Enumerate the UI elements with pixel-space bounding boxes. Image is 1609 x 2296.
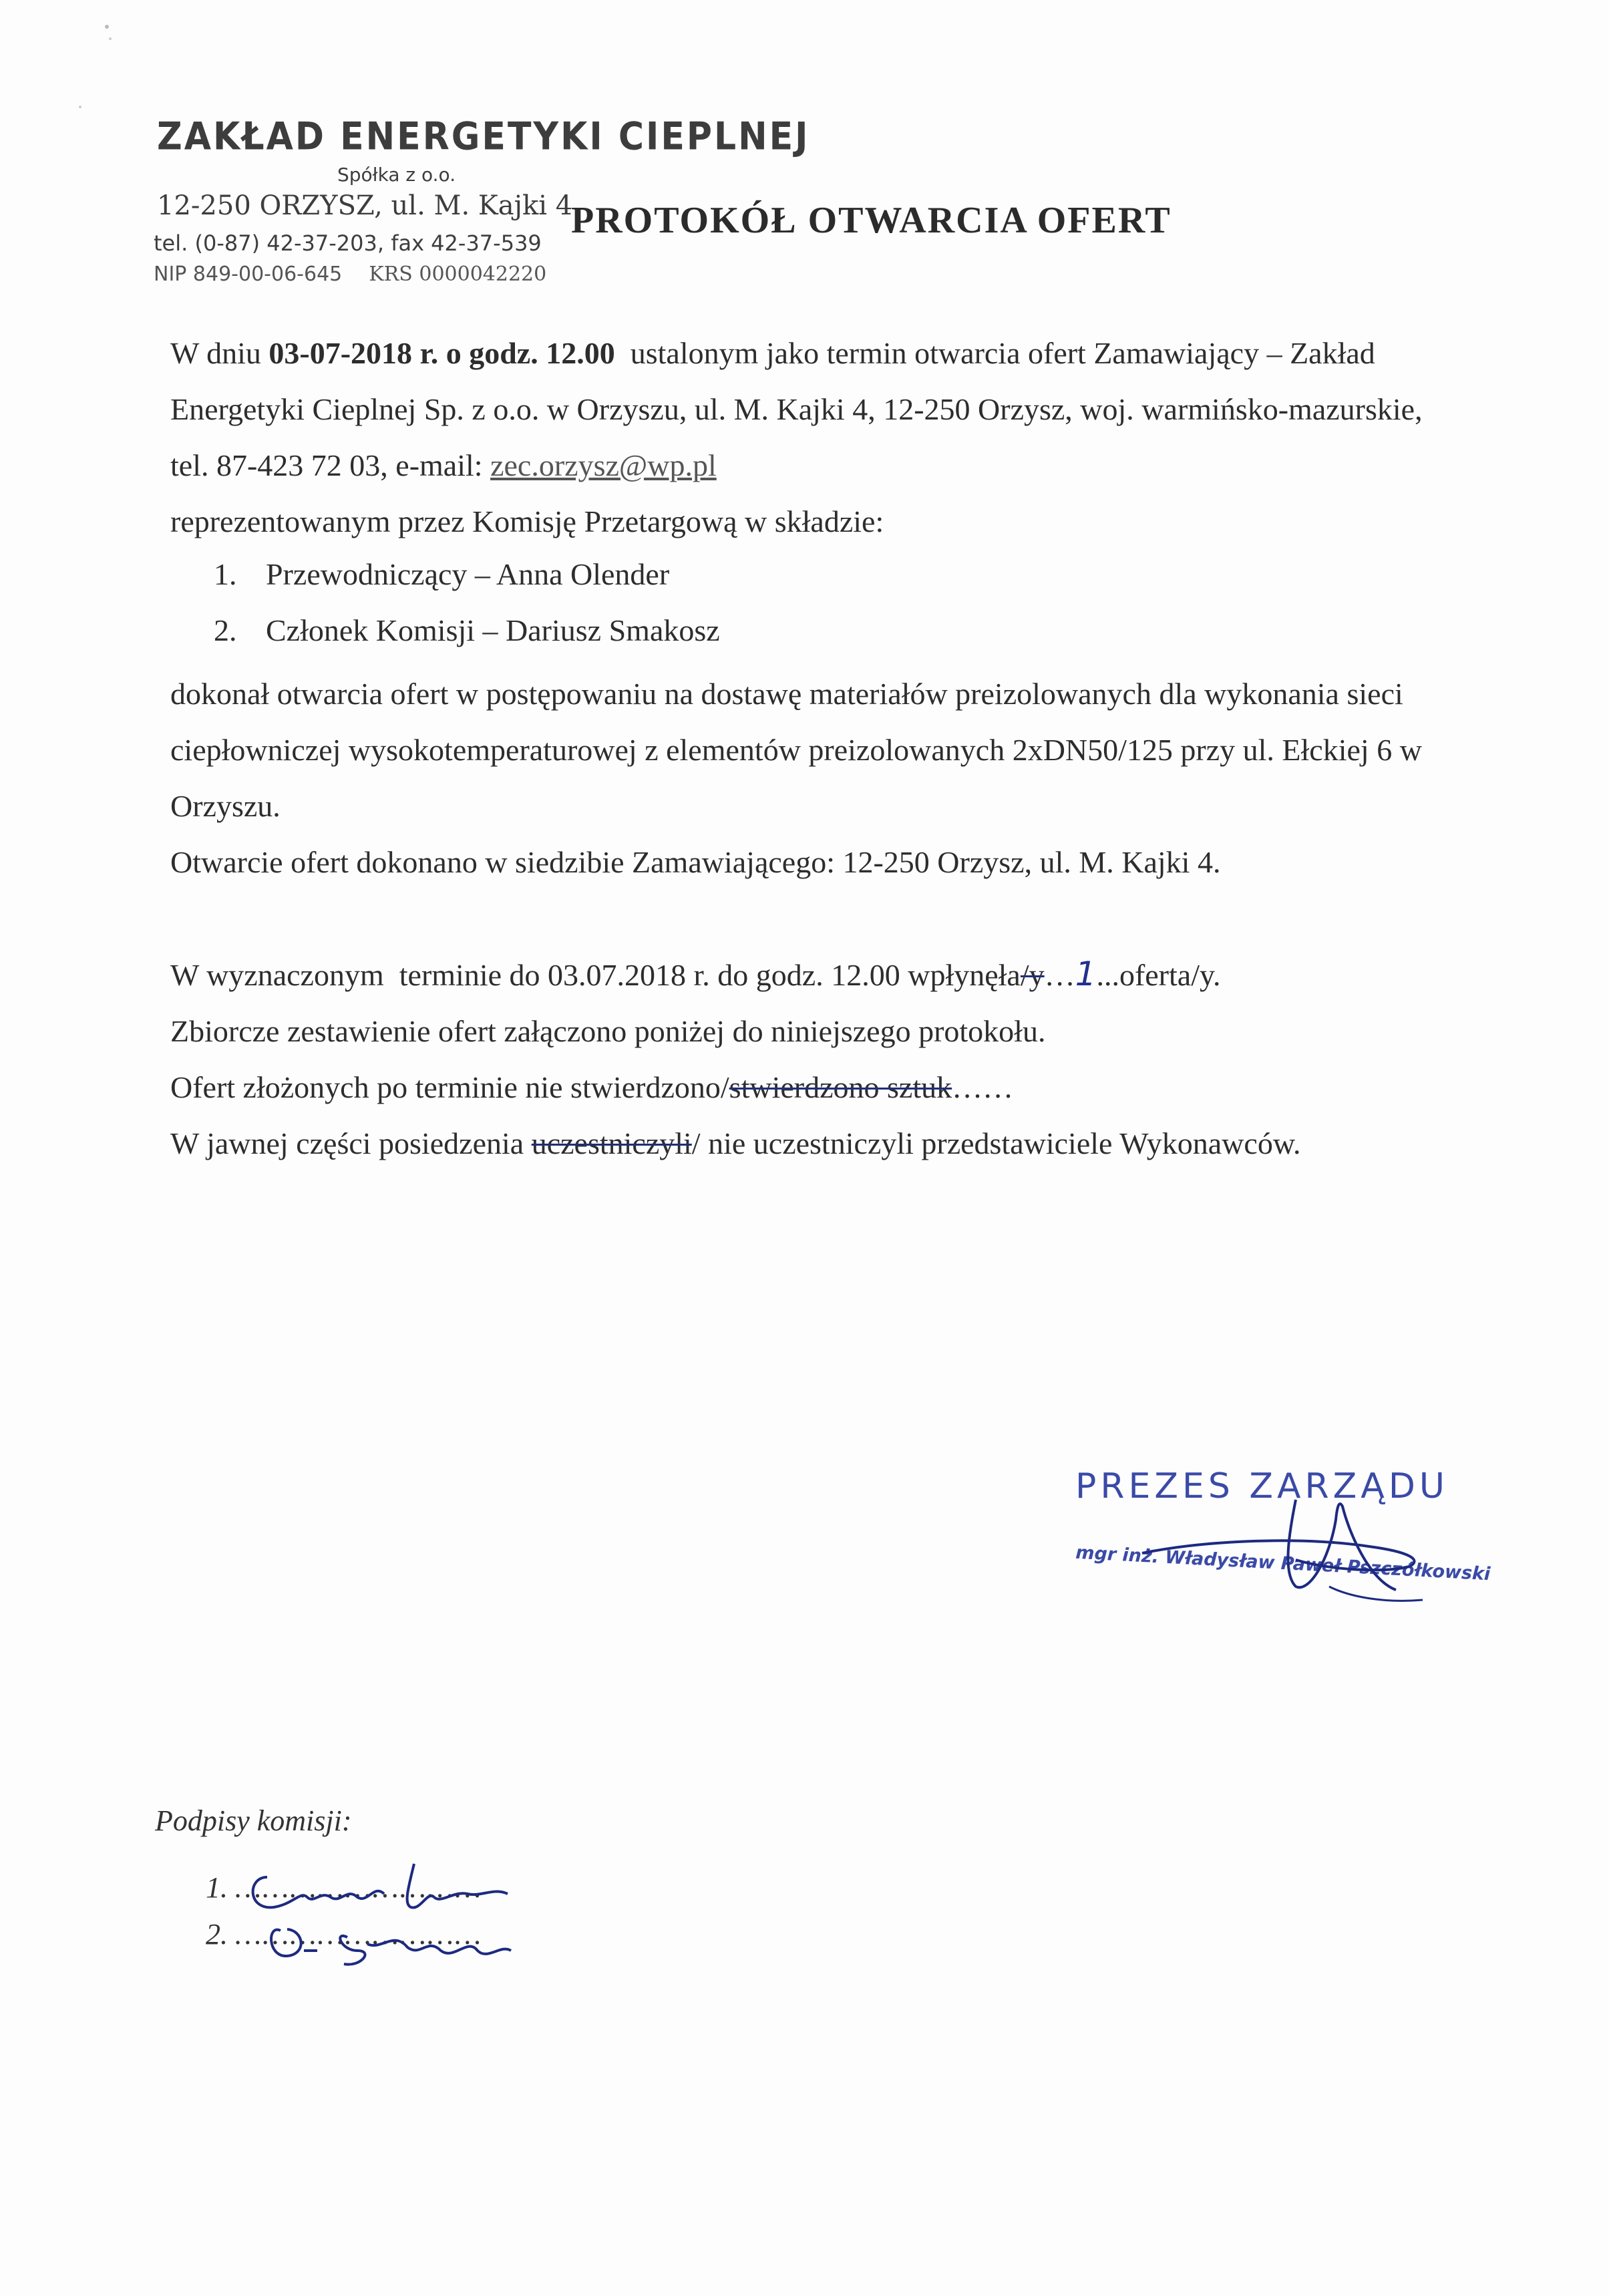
scope-paragraph <box>170 666 1422 890</box>
offers-line-3-suffix: …… <box>952 1070 1014 1104</box>
intro-line-2: Energetyki Cieplnej Sp. z o.o. w Orzyszu, ul. M. Kajki 4, 12-250 Orzysz, woj. warmińsko-mazurskie, <box>170 392 1423 426</box>
scope-line-3: Orzyszu. <box>170 789 281 823</box>
struck-text: stwierdzono sztuk <box>729 1070 952 1104</box>
offers-paragraph <box>170 946 1301 1172</box>
scope-line-1: dokonał otwarcia ofert w postępowaniu na dostawę materiałów preizolowanych dla wykonania sieci <box>170 677 1403 711</box>
stamp-ids <box>154 263 546 286</box>
offers-line-1 <box>170 946 1301 1003</box>
offers-dots: … <box>1044 958 1075 992</box>
email-link[interactable]: zec.orzysz@wp.pl <box>490 448 717 482</box>
intro-prefix: W dniu <box>170 336 269 370</box>
list-text: Przewodniczący – Anna Olender <box>266 557 670 591</box>
offers-line-4-suffix: / nie uczestniczyli przedstawiciele Wykonawców. <box>691 1126 1301 1160</box>
list-number: 1. <box>214 557 237 591</box>
offers-line-3 <box>170 1059 1301 1116</box>
offers-line-2: Zbiorcze zestawienie ofert załączono poniżej do niniejszego protokołu. <box>170 1014 1046 1048</box>
committee-list <box>214 546 720 659</box>
intro-line-4: reprezentowanym przez Komisję Przetargową w składzie: <box>170 504 884 538</box>
intro-line-1 <box>170 325 1540 381</box>
intro-paragraph <box>170 325 1540 550</box>
handwritten-count: 1 <box>1075 955 1097 993</box>
list-item <box>214 603 720 659</box>
president-title: PREZES ZARZĄDU <box>1075 1466 1449 1506</box>
list-number: 2. <box>214 613 237 647</box>
stamp-phone: tel. (0-87) 42-37-203, fax 42-37-539 <box>154 230 542 256</box>
signature-dots: ……………………… <box>235 1871 483 1904</box>
president-name: mgr inż. Władysław Paweł Pszczółkowski <box>1075 1542 1491 1585</box>
document-title: PROTOKÓŁ OTWARCIA OFERT <box>571 200 1172 241</box>
stamp-address: 12-250 ORZYSZ, ul. M. Kajki 4 <box>157 190 573 221</box>
stamp-nip: NIP 849-00-06-645 <box>154 263 343 286</box>
stamp-company-name: ZAKŁAD ENERGETYKI CIEPLNEJ <box>157 115 810 159</box>
president-signature <box>1129 1480 1476 1640</box>
struck-text: uczestniczyli <box>531 1126 692 1160</box>
list-text: Członek Komisji – Dariusz Smakosz <box>266 613 720 647</box>
committee-handwritten-signatures <box>240 1850 588 1984</box>
list-item <box>214 546 720 603</box>
intro-phone: tel. 87-423 72 03, e-mail: <box>170 448 491 482</box>
stamp-krs: KRS 0000042220 <box>369 263 547 286</box>
signature-number: 2. <box>206 1918 228 1951</box>
intro-line-3 <box>170 438 1540 494</box>
president-stamp <box>1075 1466 1489 1627</box>
stamp-company-form: Spółka z o.o. <box>337 164 456 186</box>
intro-date: 03-07-2018 r. o godz. 12.00 <box>269 336 615 370</box>
offers-line-4-prefix: W jawnej części posiedzenia <box>170 1126 532 1160</box>
offers-line-3-prefix: Ofert złożonych po terminie nie stwierdzono/ <box>170 1070 729 1104</box>
offers-line-1-prefix: W wyznaczonym terminie do 03.07.2018 r. do godz. 12.00 wpłynęła <box>170 958 1021 992</box>
struck-text: /y <box>1020 958 1045 992</box>
offers-line-1-suffix: ...oferta/y. <box>1096 958 1221 992</box>
signatures-heading: Podpisy komisji: <box>155 1804 352 1837</box>
signature-dots: ……………………… <box>235 1918 483 1951</box>
signature-number: 1. <box>206 1871 228 1904</box>
scope-line-2: ciepłowniczej wysokotemperaturowej z elementów preizolowanych 2xDN50/125 przy ul. Ełckiej 6 w <box>170 733 1422 767</box>
intro-line-1-rest: ustalonym jako termin otwarcia ofert Zamawiający – Zakład <box>614 336 1375 370</box>
offers-line-4 <box>170 1116 1301 1172</box>
scope-line-4: Otwarcie ofert dokonano w siedzibie Zamawiającego: 12-250 Orzysz, ul. M. Kajki 4. <box>170 845 1221 879</box>
